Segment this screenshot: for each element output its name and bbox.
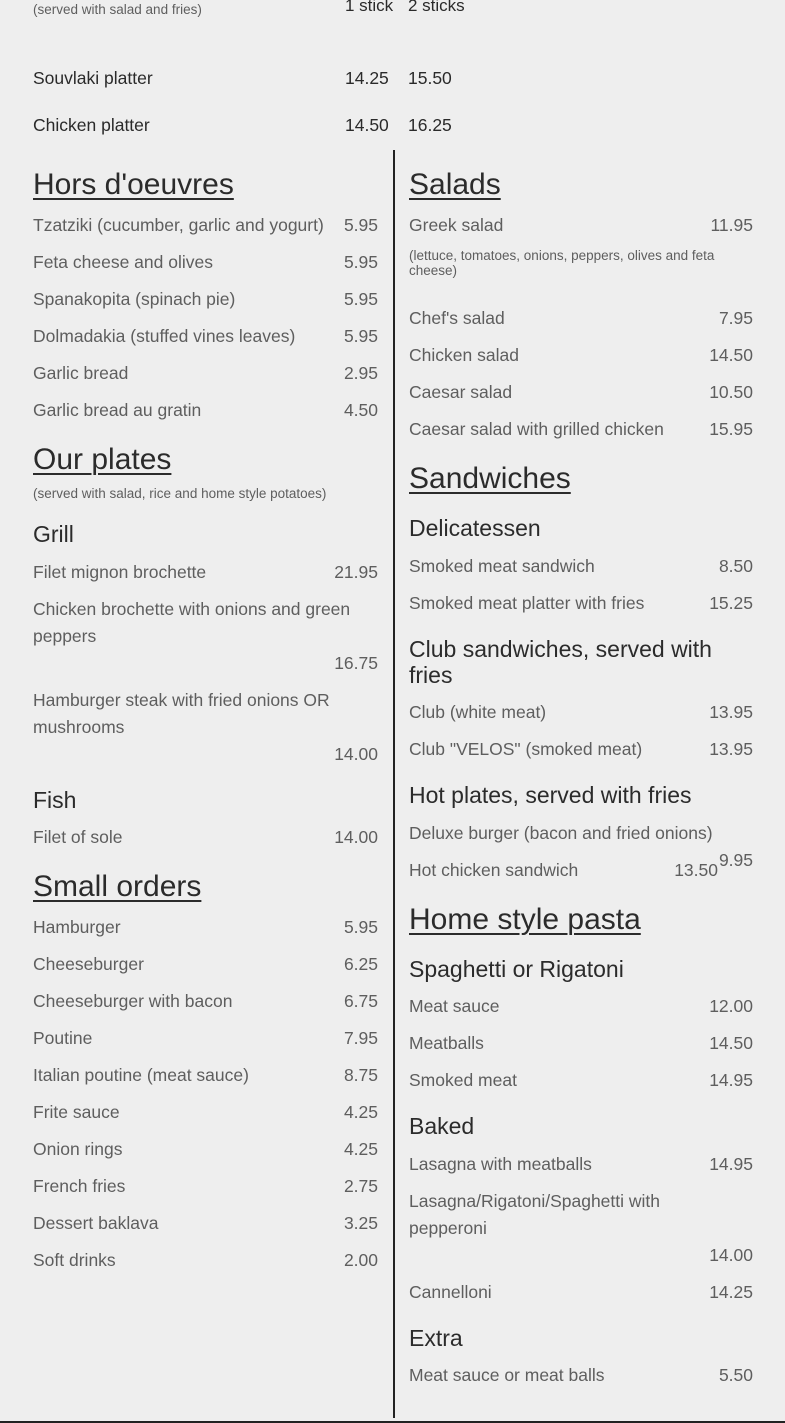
fish-item-name: Filet of sole: [33, 827, 123, 847]
spaghetti-item-price: 12.00: [709, 996, 753, 1016]
sandwiches-heading: Sandwiches: [409, 462, 571, 495]
hors-item-name: Tzatziki (cucumber, garlic and yogurt): [33, 215, 324, 235]
fish-heading: Fish: [33, 787, 77, 813]
small-item-price: 6.75: [343, 991, 378, 1011]
small-item-price: 5.95: [343, 917, 378, 937]
baked-heading: Baked: [409, 1113, 475, 1139]
small-orders-heading: Small orders: [33, 870, 202, 903]
hors-item-name: Dolmadakia (stuffed vines leaves): [33, 326, 296, 346]
grill-item-name: Hamburger steak with fried onions OR mushrooms: [33, 690, 330, 737]
baked-item-name: Cannelloni: [409, 1282, 492, 1302]
deli-item-name: Smoked meat sandwich: [409, 556, 595, 576]
baked-item-price: 14.95: [709, 1154, 753, 1174]
souvlaki-platter-price-2: 15.50: [408, 68, 452, 88]
spaghetti-item-name: Meat sauce: [409, 996, 500, 1016]
hors-item-price: 2.95: [343, 363, 378, 383]
baked-item-price: 14.25: [709, 1282, 753, 1302]
small-item-name: Dessert baklava: [33, 1213, 159, 1233]
hors-item-price: 5.95: [343, 289, 378, 309]
our-plates-note: (served with salad, rice and home style potatoes): [33, 486, 327, 501]
spaghetti-rigatoni-heading: Spaghetti or Rigatoni: [409, 956, 624, 982]
deli-item-name: Smoked meat platter with fries: [409, 593, 645, 613]
salad-item-price: 11.95: [710, 215, 753, 235]
souvlaki-platter-price-1: 14.25: [345, 68, 389, 88]
grill-item-price: 16.75: [334, 653, 378, 673]
small-item-name: Hamburger: [33, 917, 121, 937]
salad-item-price: 14.50: [709, 345, 753, 365]
spaghetti-item-name: Smoked meat: [409, 1070, 517, 1090]
extra-item-price: 5.50: [718, 1365, 753, 1385]
salad-item-name: Caesar salad with grilled chicken: [409, 419, 664, 439]
spaghetti-item-name: Meatballs: [409, 1033, 484, 1053]
delicatessen-heading: Delicatessen: [409, 515, 541, 541]
spaghetti-item-price: 14.95: [709, 1070, 753, 1090]
small-item-price: 8.75: [343, 1065, 378, 1085]
column-divider: [393, 150, 395, 1418]
platter-note: (served with salad and fries): [33, 2, 202, 17]
small-item-name: Cheeseburger with bacon: [33, 991, 233, 1011]
hot-plates-heading: Hot plates, served with fries: [409, 782, 692, 808]
deli-item-price: 8.50: [718, 556, 753, 576]
salad-item-price: 10.50: [709, 382, 753, 402]
our-plates-heading: Our plates: [33, 443, 172, 476]
extra-heading: Extra: [409, 1325, 463, 1351]
hot-item-price: 13.50: [674, 860, 718, 880]
hors-item-name: Garlic bread: [33, 363, 129, 383]
spaghetti-item-price: 14.50: [709, 1033, 753, 1053]
small-item-price: 2.75: [343, 1176, 378, 1196]
fish-item-price: 14.00: [334, 827, 378, 847]
hors-item-price: 5.95: [343, 326, 378, 346]
hors-item-price: 4.50: [343, 400, 378, 420]
platter-col-2-sticks: 2 sticks: [408, 0, 465, 15]
small-item-price: 4.25: [343, 1139, 378, 1159]
home-style-pasta-heading: Home style pasta: [409, 903, 641, 936]
club-item-name: Club "VELOS" (smoked meat): [409, 739, 643, 759]
chicken-platter-price-1: 14.50: [345, 115, 389, 135]
small-item-name: Frite sauce: [33, 1102, 120, 1122]
hot-item-price: 9.95: [718, 850, 753, 870]
hot-item-name: Hot chicken sandwich: [409, 860, 579, 880]
hors-item-price: 5.95: [343, 215, 378, 235]
small-item-name: Soft drinks: [33, 1250, 116, 1270]
small-item-name: Onion rings: [33, 1139, 123, 1159]
grill-item-name: Filet mignon brochette: [33, 562, 207, 582]
baked-item-price: 14.00: [709, 1245, 753, 1265]
salads-heading: Salads: [409, 168, 501, 201]
small-item-name: Cheeseburger: [33, 954, 144, 974]
hors-item-name: Garlic bread au gratin: [33, 400, 202, 420]
chicken-platter-price-2: 16.25: [408, 115, 452, 135]
salad-item-name: Chicken salad: [409, 345, 519, 365]
hors-item-name: Feta cheese and olives: [33, 252, 213, 272]
club-item-name: Club (white meat): [409, 702, 547, 722]
small-item-name: Poutine: [33, 1028, 93, 1048]
salad-item-price: 7.95: [718, 308, 753, 328]
deli-item-price: 15.25: [709, 593, 753, 613]
baked-item-name: Lasagna with meatballs: [409, 1154, 592, 1174]
small-item-price: 7.95: [343, 1028, 378, 1048]
salad-item-name: Caesar salad: [409, 382, 513, 402]
grill-item-price: 14.00: [334, 744, 378, 764]
hot-item-name: Deluxe burger (bacon and fried onions): [409, 823, 713, 843]
small-item-price: 6.25: [343, 954, 378, 974]
club-item-price: 13.95: [709, 702, 753, 722]
salad-item-price: 15.95: [709, 419, 753, 439]
club-sandwiches-heading: Club sandwiches, served with fries: [409, 636, 712, 688]
small-item-name: Italian poutine (meat sauce): [33, 1065, 249, 1085]
grill-heading: Grill: [33, 521, 74, 547]
salad-item-name: Chef's salad: [409, 308, 505, 328]
small-item-name: French fries: [33, 1176, 126, 1196]
hors-doeuvres-heading: Hors d'oeuvres: [33, 168, 234, 201]
hors-item-price: 5.95: [343, 252, 378, 272]
grill-item-name: Chicken brochette with onions and green peppers: [33, 599, 351, 646]
souvlaki-platter-name: Souvlaki platter: [33, 68, 153, 88]
extra-item-name: Meat sauce or meat balls: [409, 1365, 605, 1385]
chicken-platter-name: Chicken platter: [33, 115, 150, 135]
platter-col-1-stick: 1 stick: [345, 0, 394, 15]
small-item-price: 3.25: [343, 1213, 378, 1233]
baked-item-name: Lasagna/Rigatoni/Spaghetti with pepperoni: [409, 1191, 661, 1238]
greek-salad-note: (lettuce, tomatoes, onions, peppers, olives and feta cheese): [409, 248, 715, 278]
grill-item-price: 21.95: [334, 562, 378, 582]
salad-item-name: Greek salad: [409, 215, 504, 235]
hors-item-name: Spanakopita (spinach pie): [33, 289, 236, 309]
small-item-price: 2.00: [343, 1250, 378, 1270]
small-item-price: 4.25: [343, 1102, 378, 1122]
club-item-price: 13.95: [709, 739, 753, 759]
